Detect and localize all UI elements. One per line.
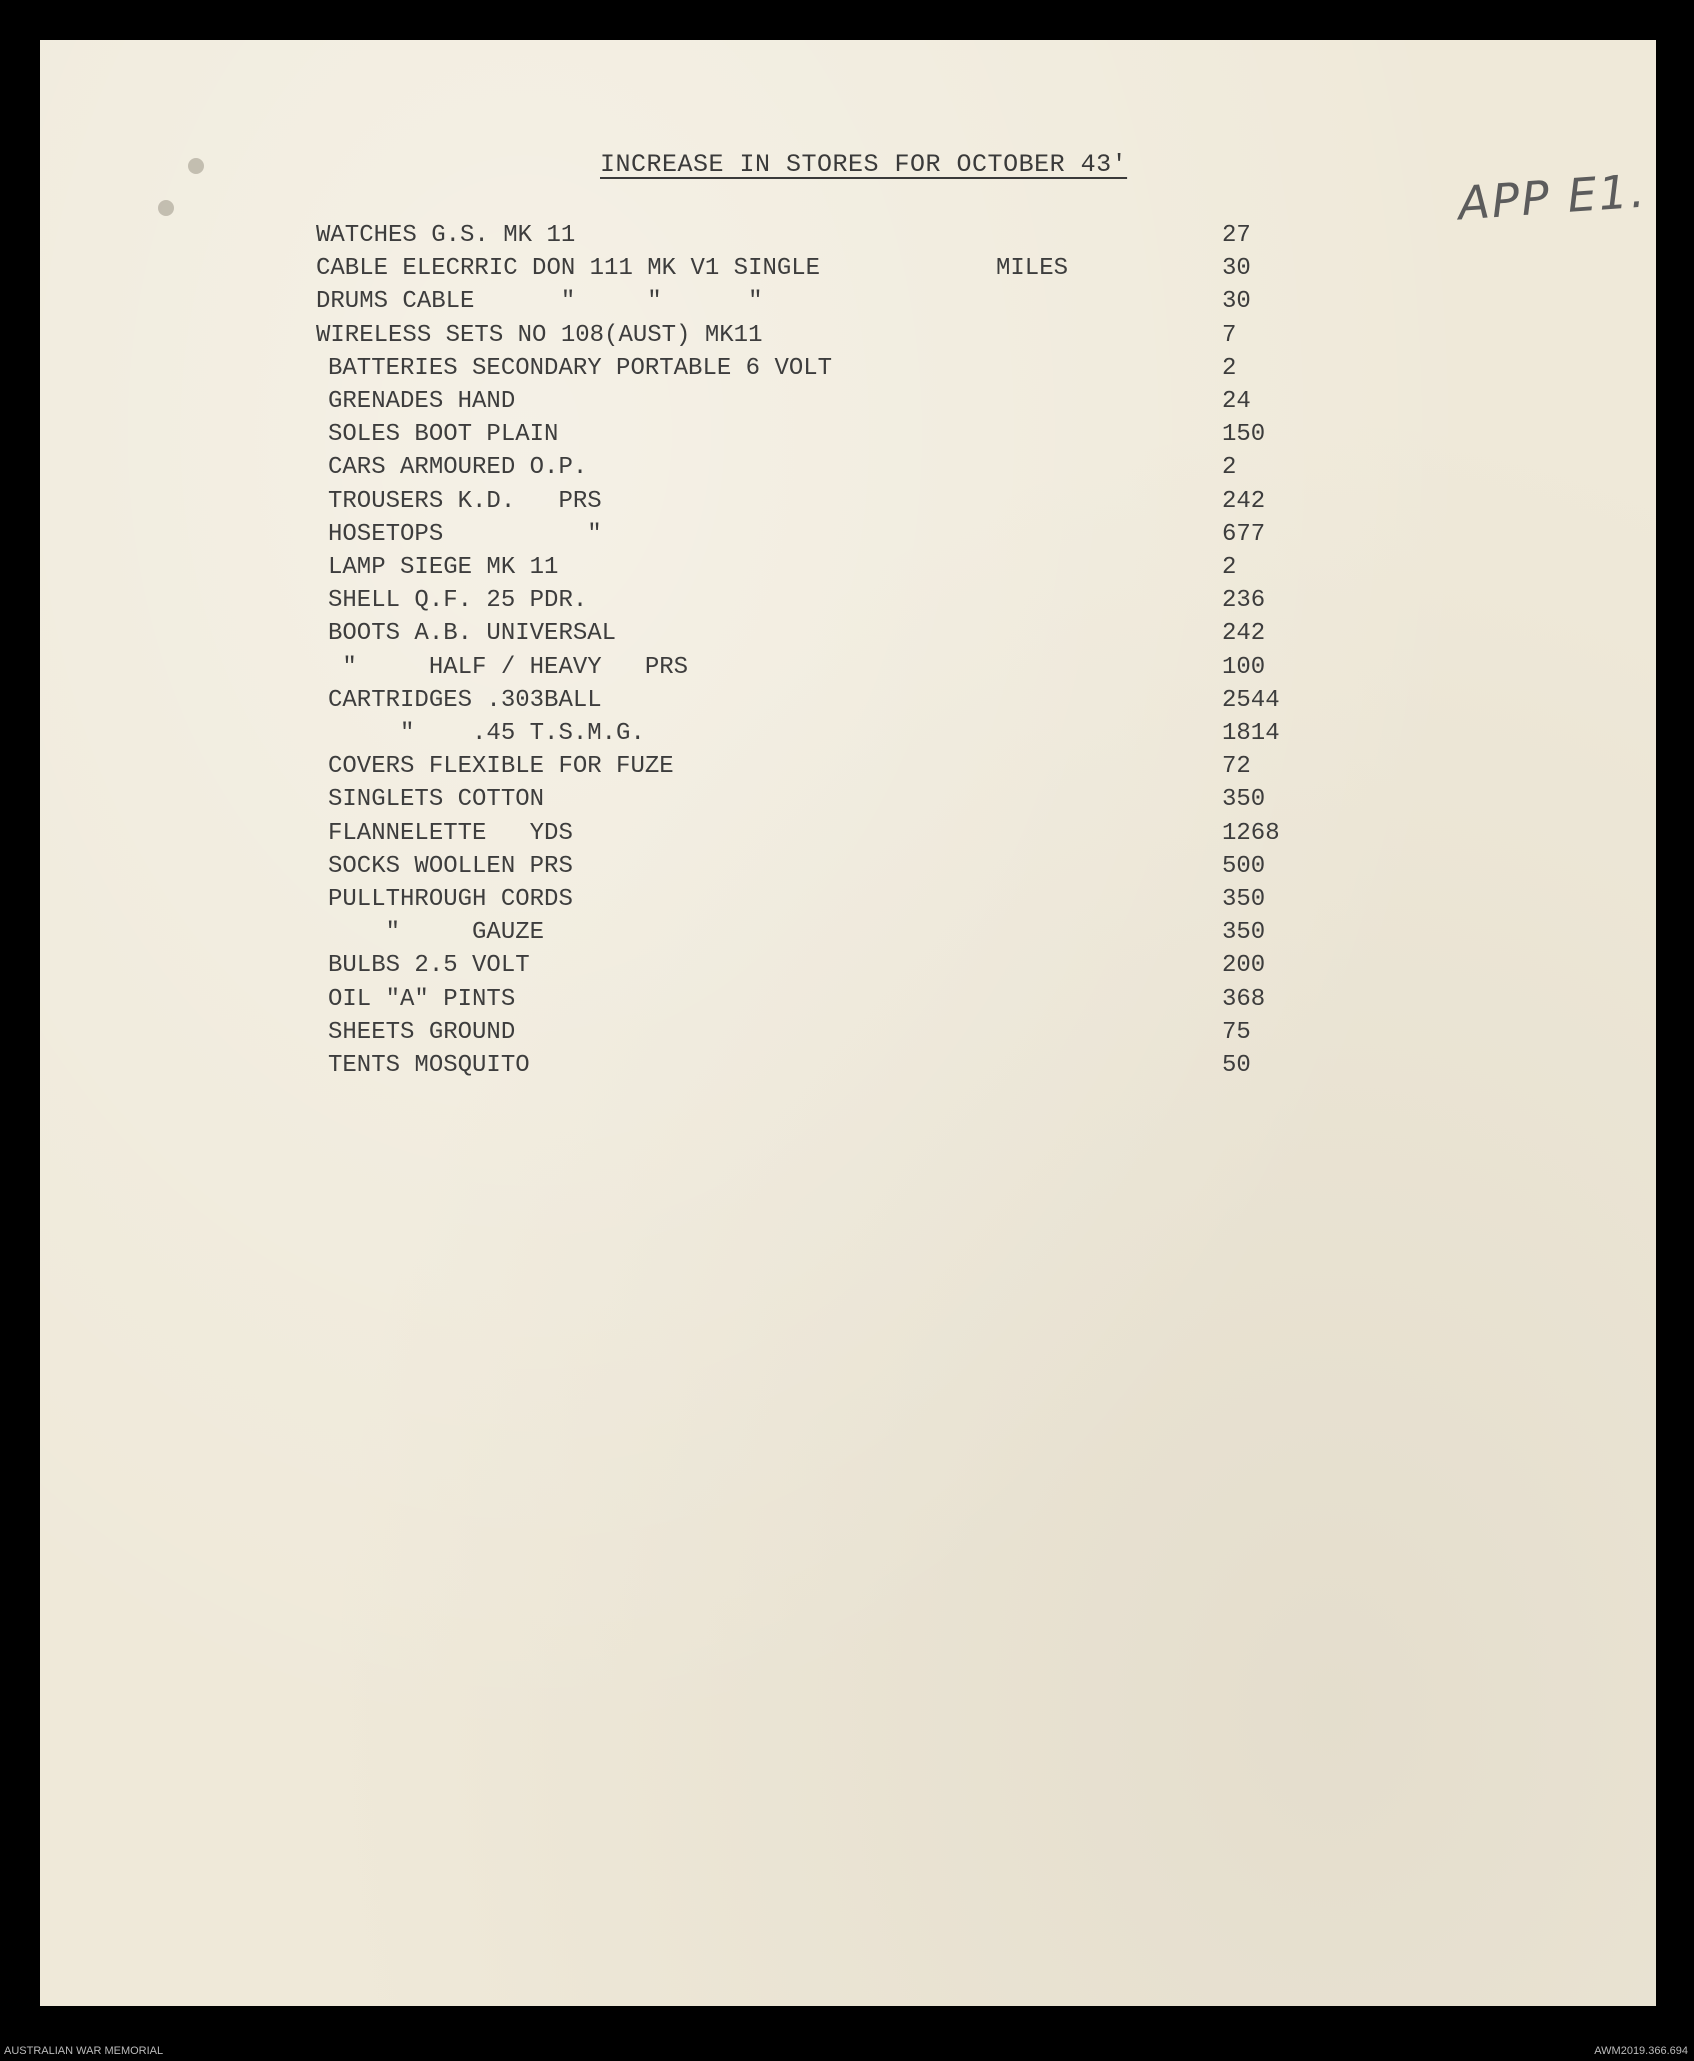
- list-item: [40, 687, 1440, 719]
- list-item: [40, 322, 1440, 354]
- list-item: [40, 421, 1440, 453]
- item-name: CABLE ELECRRIC DON 111 MK V1 SINGLE: [316, 255, 821, 283]
- list-item: [40, 521, 1440, 553]
- list-item: [40, 255, 1440, 287]
- item-quantity: 150: [1222, 421, 1266, 449]
- item-name: CARTRIDGES .303BALL: [328, 686, 602, 714]
- item-name: BULBS 2.5 VOLT: [328, 952, 530, 980]
- list-item: [40, 388, 1440, 420]
- item-name: FLANNELETTE YDS: [328, 819, 573, 847]
- item-quantity: 2: [1222, 354, 1237, 382]
- list-item: [40, 986, 1440, 1018]
- footer-right: AWM2019.366.694: [1594, 2045, 1688, 2057]
- list-item: [40, 1019, 1440, 1051]
- item-name: SOCKS WOOLLEN PRS: [328, 852, 573, 880]
- item-name: " HALF / HEAVY PRS: [328, 653, 689, 681]
- list-item: [40, 753, 1440, 785]
- item-quantity: 2544: [1222, 686, 1280, 714]
- list-item: [40, 355, 1440, 387]
- item-quantity: 1814: [1222, 720, 1280, 747]
- item-name: OIL "A" PINTS: [328, 985, 516, 1013]
- item-name: BOOTS A.B. UNIVERSAL: [328, 620, 617, 648]
- list-item: [40, 654, 1440, 686]
- item-quantity: 2: [1222, 554, 1237, 581]
- item-name: BATTERIES SECONDARY PORTABLE 6 VOLT: [328, 354, 833, 382]
- list-item: [40, 1052, 1440, 1084]
- item-name: TROUSERS K.D. PRS: [328, 487, 602, 515]
- item-name: DRUMS CABLE " " ": [316, 288, 763, 316]
- item-name: " GAUZE: [328, 919, 545, 947]
- list-item: [40, 720, 1440, 752]
- item-quantity: 7: [1222, 321, 1237, 349]
- item-quantity: 75: [1222, 1018, 1251, 1046]
- item-unit: MILES: [996, 255, 1069, 283]
- list-item: [40, 454, 1440, 486]
- item-quantity: 368: [1222, 985, 1266, 1013]
- item-name: SHELL Q.F. 25 PDR.: [328, 587, 588, 615]
- item-name: SHEETS GROUND: [328, 1018, 516, 1046]
- item-name: COVERS FLEXIBLE FOR FUZE: [328, 753, 674, 781]
- item-name: LAMP SIEGE MK 11: [328, 554, 559, 581]
- item-quantity: 236: [1222, 587, 1266, 615]
- item-quantity: 2: [1222, 454, 1237, 482]
- punch-mark-icon: [158, 200, 174, 216]
- item-quantity: 100: [1222, 653, 1266, 681]
- list-item: [40, 554, 1440, 586]
- item-quantity: 500: [1222, 852, 1266, 880]
- list-item: [40, 919, 1440, 951]
- item-name: WIRELESS SETS NO 108(AUST) MK11: [316, 321, 763, 349]
- item-quantity: 350: [1222, 786, 1266, 814]
- item-quantity: 677: [1222, 520, 1266, 548]
- item-quantity: 30: [1222, 288, 1251, 316]
- list-item: [40, 488, 1440, 520]
- item-quantity: 350: [1222, 886, 1266, 913]
- list-item: [40, 288, 1440, 320]
- item-quantity: 27: [1222, 222, 1251, 249]
- punch-mark-icon: [188, 158, 204, 174]
- document-title: INCREASE IN STORES FOR OCTOBER 43': [600, 150, 1128, 179]
- item-name: HOSETOPS ": [328, 520, 602, 548]
- list-item: [40, 853, 1440, 885]
- list-item: [40, 587, 1440, 619]
- item-quantity: 24: [1222, 388, 1251, 415]
- item-quantity: 50: [1222, 1052, 1251, 1079]
- item-quantity: 242: [1222, 620, 1266, 648]
- document-page: [40, 40, 1656, 2006]
- item-name: SOLES BOOT PLAIN: [328, 421, 559, 449]
- item-name: TENTS MOSQUITO: [328, 1052, 530, 1079]
- list-item: [40, 952, 1440, 984]
- list-item: [40, 222, 1440, 254]
- footer-left: AUSTRALIAN WAR MEMORIAL: [4, 2045, 164, 2057]
- item-quantity: 72: [1222, 753, 1251, 781]
- item-name: WATCHES G.S. MK 11: [316, 222, 576, 249]
- list-item: [40, 786, 1440, 818]
- item-name: GRENADES HAND: [328, 388, 516, 415]
- item-quantity: 1268: [1222, 819, 1280, 847]
- item-name: SINGLETS COTTON: [328, 786, 545, 814]
- list-item: [40, 620, 1440, 652]
- list-item: [40, 820, 1440, 852]
- list-item: [40, 886, 1440, 918]
- item-quantity: 350: [1222, 919, 1266, 947]
- item-quantity: 30: [1222, 255, 1251, 283]
- item-name: " .45 T.S.M.G.: [328, 720, 645, 747]
- item-name: CARS ARMOURED O.P.: [328, 454, 588, 482]
- item-quantity: 242: [1222, 487, 1266, 515]
- item-quantity: 200: [1222, 952, 1266, 980]
- item-name: PULLTHROUGH CORDS: [328, 886, 573, 913]
- handwritten-annotation: APP E1.: [1456, 163, 1649, 231]
